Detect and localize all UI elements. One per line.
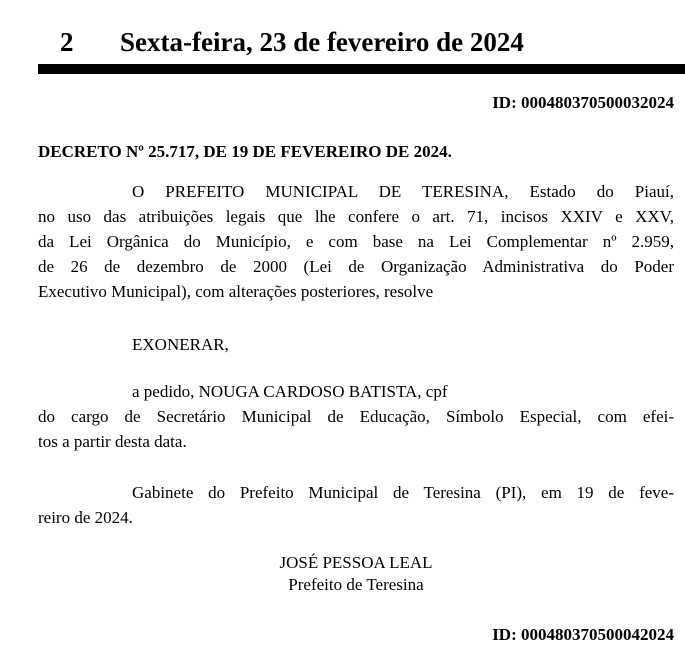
signatory-name: JOSÉ PESSOA LEAL [279, 553, 433, 572]
action-paragraph [38, 332, 674, 357]
header-rule [38, 64, 685, 74]
signatory-role: Prefeito de Teresina [288, 575, 424, 594]
preamble-paragraph [38, 179, 674, 304]
closing-paragraph [38, 480, 674, 530]
page-header [38, 22, 685, 62]
paragraph-line: de 26 de dezembro de 2000 (Lei de Organização Administrativa do Poder [38, 257, 674, 276]
paragraph-line: O PREFEITO MUNICIPAL DE TERESINA, Estado do Piauí, [132, 182, 674, 201]
paragraph-line: no uso das atribuições legais que lhe confere o art. 71, incisos XXIV e XXV, [38, 207, 674, 226]
paragraph-line: reiro de 2024. [38, 508, 133, 527]
publication-date: Sexta-feira, 23 de fevereiro de 2024 [120, 27, 524, 57]
decree-title: DECRETO Nº 25.717, DE 19 DE FEVEREIRO DE 2024. [38, 142, 452, 161]
body-paragraph [38, 379, 674, 454]
signature-block [38, 552, 674, 596]
action-verb: EXONERAR, [132, 335, 229, 354]
paragraph-line: tos a partir desta data. [38, 432, 187, 451]
paragraph-line: do cargo de Secretário Municipal de Educação, Símbolo Especial, com efei- [38, 407, 674, 426]
paragraph-line: da Lei Orgânica do Município, e com base na Lei Complementar nº 2.959, [38, 232, 674, 251]
page-number: 2 [60, 27, 74, 57]
document-id-top: ID: 000480370500032024 [492, 93, 674, 112]
paragraph-line: a pedido, NOUGA CARDOSO BATISTA, cpf [132, 382, 448, 401]
document-id-bottom: ID: 000480370500042024 [492, 625, 674, 644]
paragraph-line: Executivo Municipal), com alterações posteriores, resolve [38, 282, 434, 301]
paragraph-line: Gabinete do Prefeito Municipal de Teresina (PI), em 19 de feve- [132, 483, 674, 502]
